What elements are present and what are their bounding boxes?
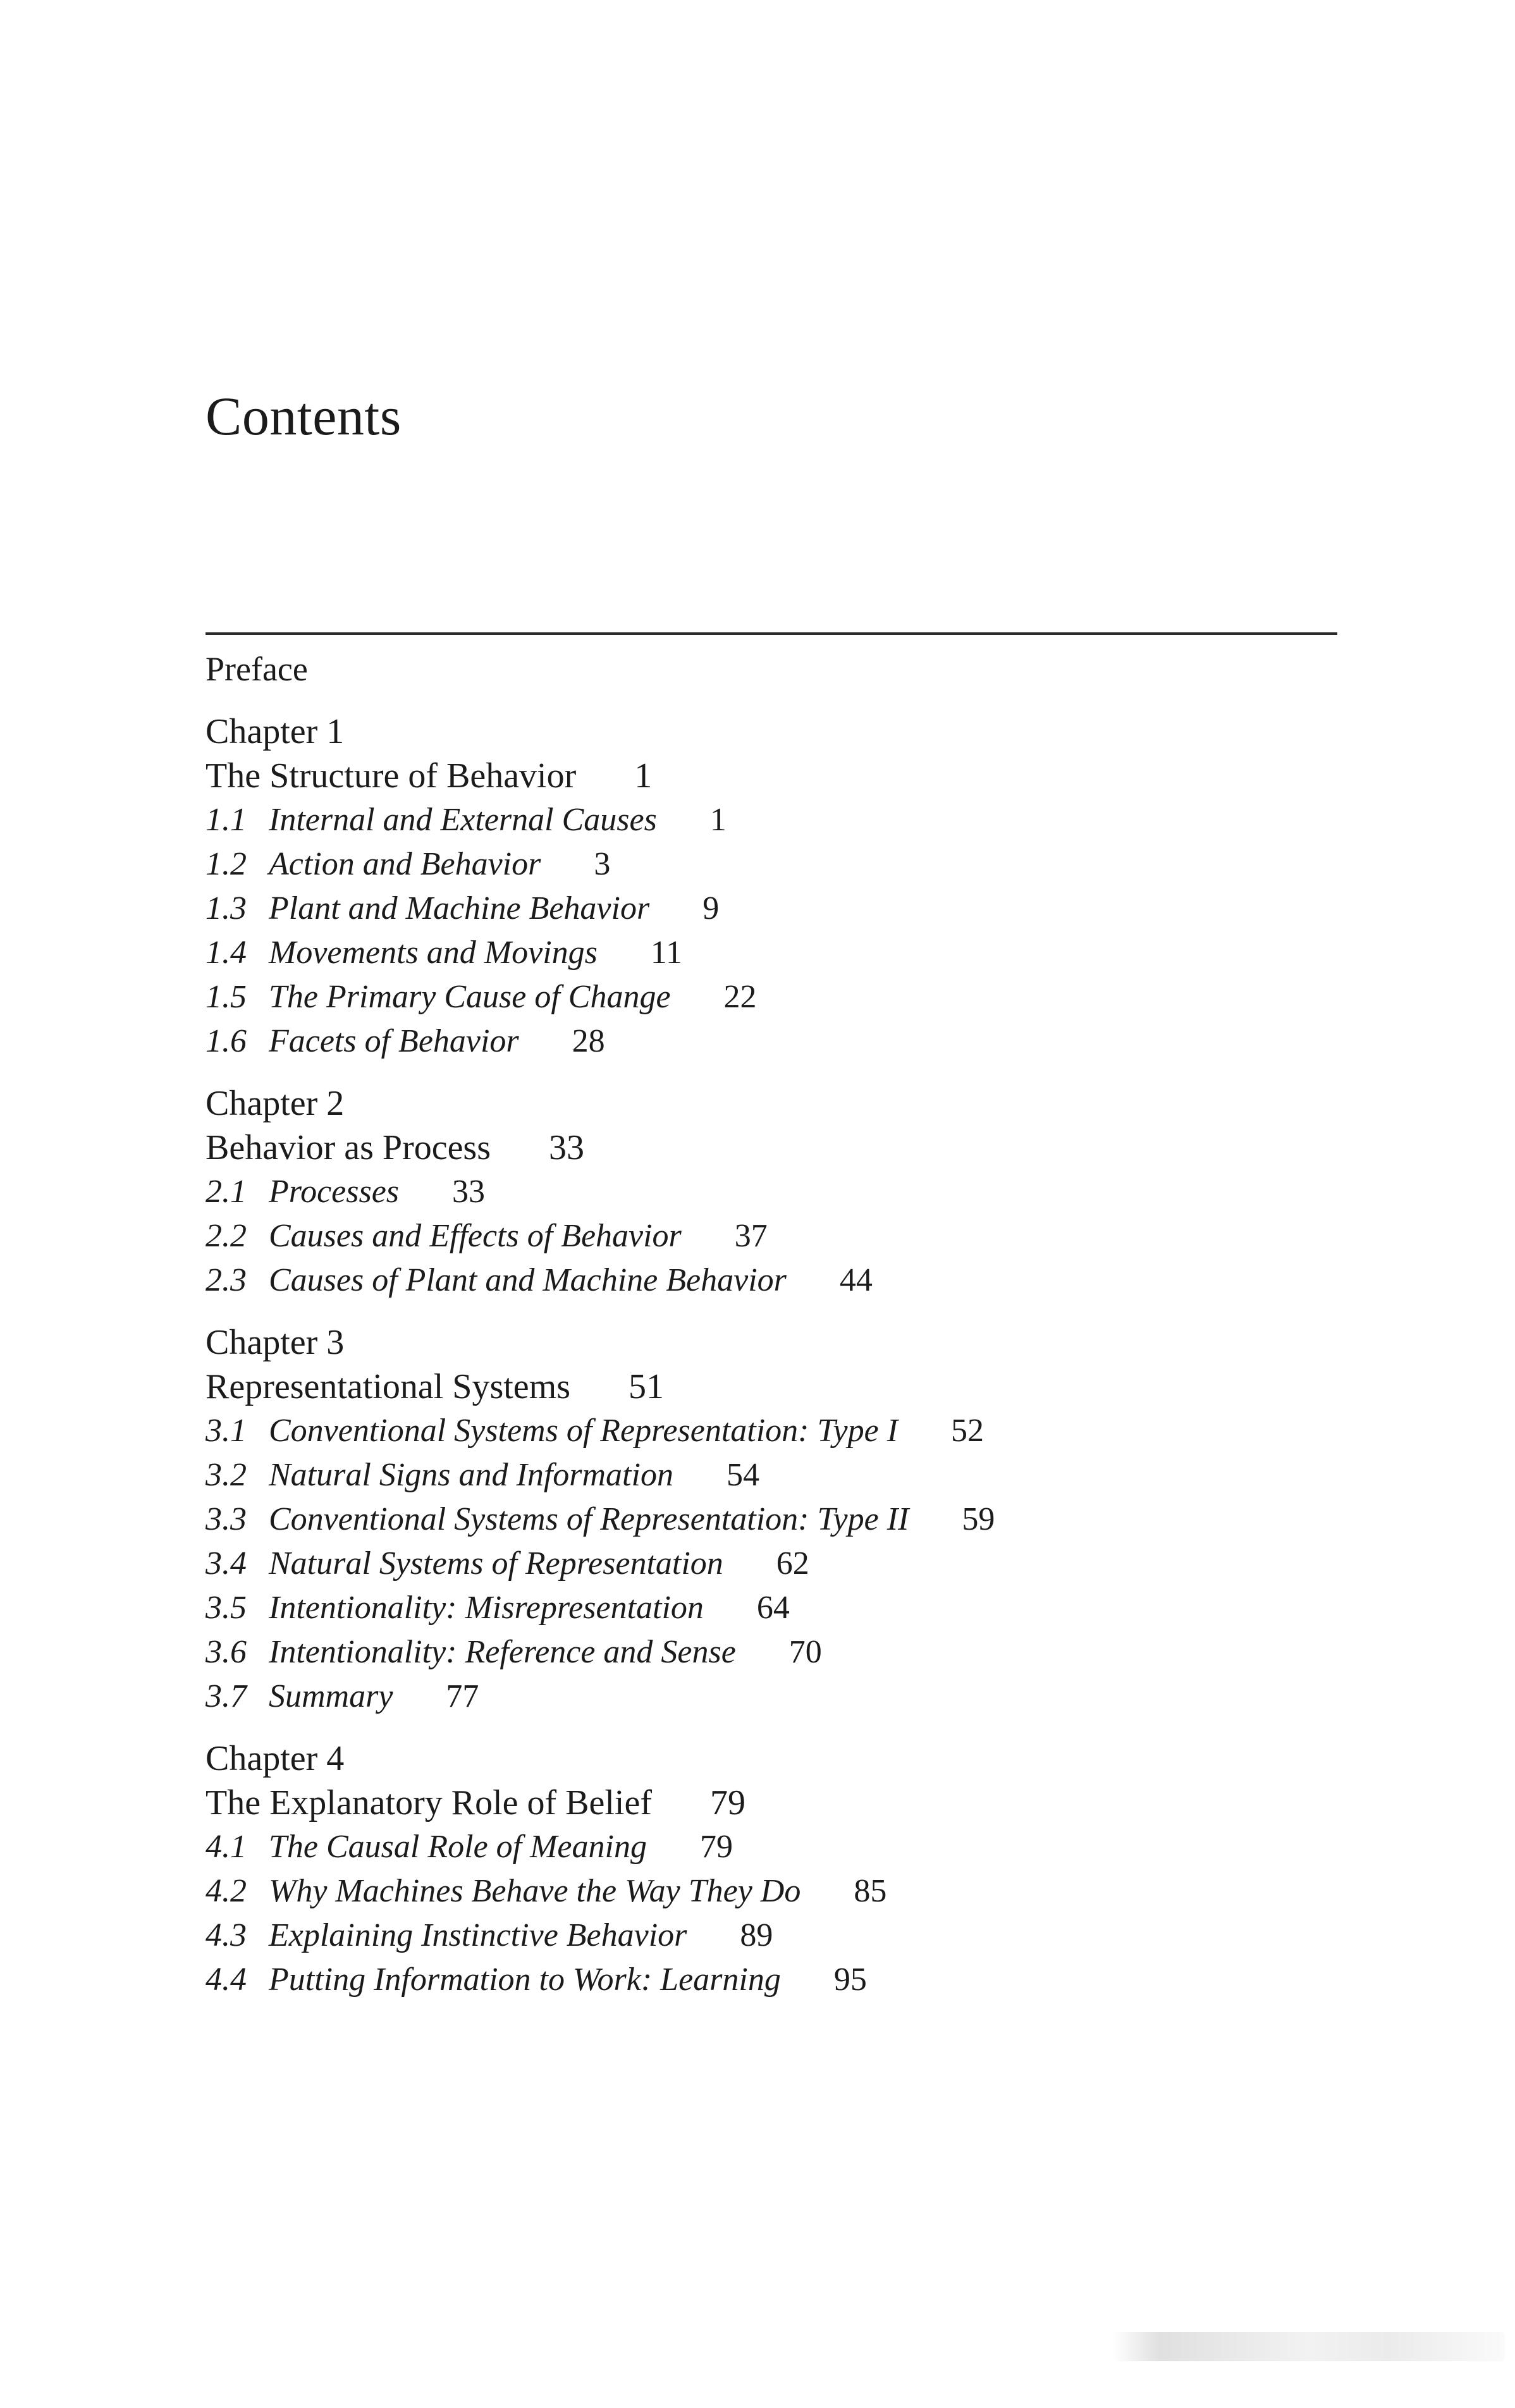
section-page-number: 95 bbox=[833, 1962, 867, 1998]
chapter-title: The Structure of Behavior bbox=[205, 756, 577, 796]
section-page-number: 70 bbox=[788, 1634, 822, 1670]
chapter-title-entry[interactable] bbox=[205, 754, 1331, 798]
section-title: Intentionality: Reference and Sense bbox=[269, 1634, 736, 1670]
chapter-title-entry[interactable] bbox=[205, 1126, 1331, 1170]
toc-preface[interactable]: Preface bbox=[205, 650, 308, 688]
section-page-number: 1 bbox=[709, 802, 727, 838]
section-number: 1.3 bbox=[205, 890, 247, 926]
page-title: Contents bbox=[205, 386, 402, 446]
toc-section-entry[interactable] bbox=[205, 1214, 1331, 1258]
toc-section-entry[interactable] bbox=[205, 842, 1331, 887]
section-page-number: 54 bbox=[726, 1457, 759, 1493]
section-number: 1.4 bbox=[205, 935, 247, 971]
toc-section-entry[interactable] bbox=[205, 1914, 1331, 1958]
chapter-label: Chapter 2 bbox=[205, 1084, 345, 1123]
chapter-page-number: 33 bbox=[549, 1128, 585, 1167]
section-number: 4.4 bbox=[205, 1962, 247, 1998]
section-number: 3.2 bbox=[205, 1457, 247, 1493]
section-title: Why Machines Behave the Way They Do bbox=[269, 1873, 801, 1909]
section-page-number: 79 bbox=[699, 1829, 733, 1865]
section-page-number: 85 bbox=[854, 1873, 887, 1909]
section-number: 3.5 bbox=[205, 1590, 247, 1626]
section-title: Internal and External Causes bbox=[269, 802, 657, 838]
section-page-number: 89 bbox=[740, 1917, 773, 1953]
toc-section-entry[interactable] bbox=[205, 1630, 1331, 1674]
toc-section-entry[interactable] bbox=[205, 1453, 1331, 1497]
toc-section-entry[interactable] bbox=[205, 1869, 1331, 1914]
section-number: 3.7 bbox=[205, 1678, 247, 1714]
section-title: Summary bbox=[269, 1678, 393, 1714]
section-page-number: 62 bbox=[776, 1545, 809, 1582]
chapter-list bbox=[205, 710, 1331, 2002]
section-page-number: 3 bbox=[594, 846, 611, 882]
section-title: Action and Behavior bbox=[269, 846, 541, 882]
toc-chapter bbox=[205, 1736, 1331, 2002]
chapter-label: Chapter 4 bbox=[205, 1739, 345, 1778]
toc-section-entry[interactable] bbox=[205, 975, 1331, 1019]
section-number: 1.6 bbox=[205, 1023, 247, 1059]
horizontal-rule bbox=[205, 632, 1337, 635]
chapter-title: Behavior as Process bbox=[205, 1128, 491, 1167]
section-number: 2.3 bbox=[205, 1262, 247, 1298]
section-title: Plant and Machine Behavior bbox=[269, 890, 650, 926]
section-title: The Primary Cause of Change bbox=[269, 979, 671, 1015]
section-page-number: 44 bbox=[839, 1262, 873, 1298]
section-title: Facets of Behavior bbox=[269, 1023, 519, 1059]
toc-chapter bbox=[205, 1081, 1331, 1303]
chapter-title-entry[interactable] bbox=[205, 1781, 1331, 1825]
section-number: 4.3 bbox=[205, 1917, 247, 1953]
section-title: The Causal Role of Meaning bbox=[269, 1829, 647, 1865]
section-page-number: 64 bbox=[756, 1590, 790, 1626]
chapter-title-entry[interactable] bbox=[205, 1365, 1331, 1409]
section-title: Natural Systems of Representation bbox=[269, 1545, 723, 1582]
section-page-number: 9 bbox=[702, 890, 720, 926]
scan-artifact bbox=[1113, 2332, 1505, 2361]
section-number: 4.1 bbox=[205, 1829, 247, 1865]
toc-section-entry[interactable] bbox=[205, 1586, 1331, 1630]
chapter-page-number: 79 bbox=[710, 1783, 745, 1822]
section-title: Natural Signs and Information bbox=[269, 1457, 673, 1493]
section-title: Causes and Effects of Behavior bbox=[269, 1218, 682, 1254]
toc-section-entry[interactable] bbox=[205, 1409, 1331, 1453]
section-title: Conventional Systems of Representation: Type I bbox=[269, 1413, 899, 1449]
toc-section-entry[interactable] bbox=[205, 1825, 1331, 1869]
chapter-page-number: 1 bbox=[634, 756, 653, 796]
section-title: Movements and Movings bbox=[269, 935, 598, 971]
toc-section-entry[interactable] bbox=[205, 1170, 1331, 1214]
section-title: Explaining Instinctive Behavior bbox=[269, 1917, 687, 1953]
chapter-label: Chapter 3 bbox=[205, 1323, 345, 1362]
section-title: Conventional Systems of Representation: Type II bbox=[269, 1501, 909, 1537]
chapter-page-number: 51 bbox=[629, 1367, 665, 1406]
section-number: 2.1 bbox=[205, 1174, 247, 1210]
toc-section-entry[interactable] bbox=[205, 887, 1331, 931]
section-page-number: 52 bbox=[951, 1413, 984, 1449]
section-number: 1.2 bbox=[205, 846, 247, 882]
section-page-number: 11 bbox=[650, 935, 682, 971]
toc-chapter bbox=[205, 1320, 1331, 1719]
section-number: 4.2 bbox=[205, 1873, 247, 1909]
toc-section-entry[interactable] bbox=[205, 798, 1331, 842]
section-number: 3.3 bbox=[205, 1501, 247, 1537]
toc-section-entry[interactable] bbox=[205, 1497, 1331, 1542]
toc-section-entry[interactable] bbox=[205, 931, 1331, 975]
toc-section-entry[interactable] bbox=[205, 1958, 1331, 2002]
section-number: 3.4 bbox=[205, 1545, 247, 1582]
section-page-number: 77 bbox=[446, 1678, 479, 1714]
section-page-number: 59 bbox=[962, 1501, 995, 1537]
chapter-title: The Explanatory Role of Belief bbox=[205, 1783, 652, 1822]
section-title: Causes of Plant and Machine Behavior bbox=[269, 1262, 787, 1298]
section-number: 3.1 bbox=[205, 1413, 247, 1449]
section-number: 2.2 bbox=[205, 1218, 247, 1254]
section-title: Processes bbox=[269, 1174, 400, 1210]
section-number: 1.1 bbox=[205, 802, 247, 838]
section-page-number: 28 bbox=[572, 1023, 605, 1059]
chapter-label: Chapter 1 bbox=[205, 712, 345, 751]
section-number: 3.6 bbox=[205, 1634, 247, 1670]
section-page-number: 33 bbox=[452, 1174, 486, 1210]
toc-section-entry[interactable] bbox=[205, 1258, 1331, 1303]
section-page-number: 37 bbox=[734, 1218, 768, 1254]
toc-section-entry[interactable] bbox=[205, 1019, 1331, 1064]
section-title: Intentionality: Misrepresentation bbox=[269, 1590, 704, 1626]
section-number: 1.5 bbox=[205, 979, 247, 1015]
toc-chapter bbox=[205, 710, 1331, 1064]
section-page-number: 22 bbox=[723, 979, 757, 1015]
chapter-title: Representational Systems bbox=[205, 1367, 571, 1406]
table-of-contents bbox=[205, 646, 1331, 2002]
toc-section-entry[interactable] bbox=[205, 1542, 1331, 1586]
section-title: Putting Information to Work: Learning bbox=[269, 1962, 781, 1998]
toc-section-entry[interactable] bbox=[205, 1674, 1331, 1719]
